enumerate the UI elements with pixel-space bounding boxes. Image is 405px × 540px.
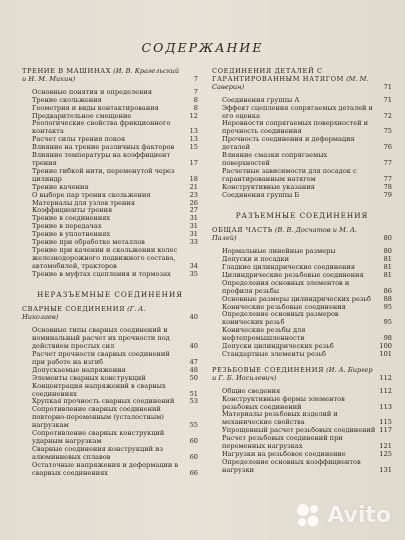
- toc-entry-text: Трение скольжения: [32, 95, 102, 104]
- toc-entry-text: Неровности сопрягаемых поверхностей и прочность соединения: [222, 119, 369, 136]
- avito-watermark: [295, 502, 391, 528]
- toc-entry: [212, 327, 392, 343]
- page-number: 121: [379, 442, 392, 451]
- toc-entry: [212, 168, 392, 184]
- toc-entry-text: Конические резьбовые соединения: [222, 302, 346, 311]
- page-number: 34: [189, 261, 198, 270]
- page-number: 31: [189, 230, 198, 239]
- part-title: РАЗЪЕМНЫЕ СОЕДИНЕНИЯ: [235, 210, 369, 220]
- toc-section-header: [212, 367, 392, 383]
- toc-entry-text: Определение основных коэффициентов нагрузки: [222, 457, 361, 474]
- toc-list: [212, 248, 392, 359]
- toc-entry-text: Основные понятия и определения: [32, 87, 153, 96]
- page-number: 131: [379, 465, 392, 474]
- page-number: 26: [189, 198, 198, 207]
- toc-entry: [22, 152, 198, 168]
- page-number: 72: [383, 111, 392, 120]
- toc-entry-text: Основные типы сварных соединений и номинальный расчет их прочности под действием простых сил: [32, 326, 170, 351]
- page-number: 60: [189, 452, 198, 461]
- page-number: 35: [189, 269, 198, 278]
- page-number: 7: [193, 87, 198, 96]
- toc-entry-text: Сопротивление сварных конструкций ударным нагрузкам: [32, 429, 165, 445]
- page-number: 33: [189, 238, 198, 247]
- page-number: 112: [379, 386, 392, 395]
- page-number: 101: [379, 350, 392, 358]
- page-number: 79: [383, 190, 392, 199]
- page-number: 40: [189, 342, 198, 351]
- page-number: 71: [383, 95, 392, 104]
- toc-entry-text: О выборе пар трения скольжения: [32, 190, 151, 199]
- page-number: 40: [189, 313, 198, 322]
- page-number: 80: [383, 234, 392, 243]
- toc-entry-text: Расчет силы трения покоя: [32, 135, 126, 144]
- page-number: 13: [189, 135, 198, 144]
- page-number: 23: [189, 190, 198, 199]
- left-column: [22, 68, 198, 478]
- toc-section-header: [212, 227, 392, 243]
- toc-entry: [22, 168, 198, 184]
- toc-entry: [22, 446, 198, 462]
- toc-section-header: [22, 306, 198, 322]
- toc-entry-text: Упрощенный расчет резьбовых соединений: [222, 426, 376, 435]
- page-number: 71: [383, 82, 392, 91]
- toc-entry: [22, 327, 198, 351]
- page-number: 76: [383, 143, 392, 152]
- toc-entry: [212, 311, 392, 327]
- avito-logo-icon: [295, 502, 321, 528]
- page-number: 51: [189, 389, 198, 398]
- toc-entry-text: Реологические свойства фрикционного контакта: [32, 119, 171, 136]
- toc-entry: [22, 406, 198, 430]
- watermark-text: Avito: [327, 502, 391, 528]
- page-number: 18: [189, 174, 198, 183]
- page-number: 81: [383, 270, 392, 279]
- toc-entry-text: Нормальные линейные размеры: [222, 247, 336, 256]
- contents-title: СОДЕРЖАНИЕ: [141, 40, 264, 55]
- page-number: 8: [193, 95, 198, 104]
- toc-entry-text: Допуски и посадки: [222, 255, 289, 264]
- toc-entry-text: Соединения группы А: [222, 95, 300, 104]
- page-number: 117: [379, 426, 392, 435]
- toc-entry-text: Трение в муфтах сцепления и тормозах: [32, 269, 171, 278]
- toc-entry-text: Трение в уплотнениях: [32, 230, 111, 239]
- toc-entry: [212, 136, 392, 152]
- page-number: 12: [189, 111, 198, 120]
- toc-entry-text: Геометрия и виды контактирования: [32, 103, 159, 112]
- page-number: 60: [189, 436, 198, 445]
- toc-entry-text: Трение гибкой нити, переменутой через цилиндр: [32, 166, 175, 183]
- page-number: 80: [383, 247, 392, 256]
- toc-entry-text: Цилиндрические резьбовые соединения: [222, 270, 364, 279]
- page-number: 48: [189, 365, 198, 374]
- toc-section-header: [212, 68, 392, 92]
- page-number: 21: [189, 182, 198, 191]
- section-author: (В. В. Досчатов и М. А. Палей): [212, 226, 358, 243]
- right-column: [212, 68, 392, 475]
- page-number: 81: [383, 263, 392, 272]
- toc-entry: [212, 435, 392, 451]
- page-number: 95: [383, 318, 392, 327]
- section-title: ТРЕНИЕ В МАШИНАХ: [22, 67, 112, 75]
- page-number: 66: [189, 468, 198, 477]
- toc-entry-text: Стандартные элементы резьб: [222, 350, 326, 358]
- page-number: 15: [189, 143, 198, 152]
- toc-entry: [22, 430, 198, 446]
- section-author: (И. В. Крагельский и Н. М. Михин): [22, 67, 180, 83]
- page-number: 55: [189, 421, 198, 430]
- toc-entry-text: Допускаемые напряжения: [32, 365, 126, 374]
- toc-entry-text: Влияние на трение различных факторов: [32, 143, 175, 152]
- toc-entry-text: Определение основных размеров конических резьб: [222, 310, 339, 327]
- toc-entry-text: Нагрузки на резьбовое соединение: [222, 449, 346, 458]
- page-number: 81: [383, 255, 392, 264]
- toc-entry-text: Влияние температуры на коэффициент трения: [32, 151, 171, 167]
- section-title: СВАРНЫЕ СОЕДИНЕНИЯ: [22, 305, 126, 314]
- toc-entry-text: Расчетные зависимости для посадок с гарантированным натягом: [222, 166, 357, 183]
- toc-list: [212, 97, 392, 200]
- page-number: 86: [383, 286, 392, 295]
- toc-entry: [22, 247, 198, 271]
- toc-entry: [212, 351, 392, 359]
- page-number: 77: [383, 158, 392, 167]
- toc-entry-text: Сопротивление сварных соединений повторно-переменным (усталостным) нагрузкам: [32, 405, 164, 430]
- toc-entry-text: Конические резьбы для нефтепромышленности: [222, 326, 306, 343]
- toc-entry-text: Основные размеры цилиндрических резьб: [222, 294, 372, 303]
- page-number: 78: [383, 182, 392, 191]
- toc-list: [22, 327, 198, 477]
- toc-entry-text: Элементы сварных конструкций: [32, 373, 146, 382]
- page-number: 112: [379, 373, 392, 382]
- toc-entry: [212, 396, 392, 412]
- toc-entry: [212, 152, 392, 168]
- toc-entry-text: Расчет резьбовых соединений при переменных нагрузках: [222, 434, 343, 451]
- part-title: НЕРАЗЪЕМНЫЕ СОЕДИНЕНИЯ: [36, 289, 184, 299]
- toc-entry-text: Допуски цилиндрических резьб: [222, 342, 334, 351]
- toc-entry: [212, 459, 392, 475]
- toc-entry-text: Определения основных элементов и профиля резьбы: [222, 278, 350, 295]
- section-title: ОБЩАЯ ЧАСТЬ: [212, 226, 273, 235]
- page-number: 8: [193, 103, 198, 112]
- toc-entry-text: Влияние смазки сопрягаемых поверхностей: [222, 151, 328, 167]
- toc-entry: [22, 462, 198, 478]
- page-number: 98: [383, 334, 392, 343]
- page-number: 53: [189, 397, 198, 406]
- page-number: 17: [189, 158, 198, 167]
- page-number: 88: [383, 294, 392, 303]
- toc-entry: [212, 192, 392, 200]
- toc-entry-text: Хрупкая прочность сварных соединений: [32, 397, 175, 406]
- toc-entry: [22, 271, 198, 279]
- page-number: 100: [379, 342, 392, 351]
- toc-entry-text: Сварные соединения конструкций из алюминиевых сплавов: [32, 444, 164, 461]
- toc-entry-text: Концентрация напряжений в сварных соединениях: [32, 381, 166, 398]
- page-number: 95: [383, 302, 392, 311]
- page-number: 13: [189, 127, 198, 136]
- toc-entry-text: Трение в соединениях: [32, 214, 111, 223]
- toc-entry-text: Трение качения: [32, 182, 89, 191]
- toc-entry-text: Остаточные напряжения и деформации в сварных соединениях: [32, 460, 179, 477]
- section-title: РЕЗЬБОВЫЕ СОЕДИНЕНИЯ: [212, 365, 325, 374]
- toc-list: [212, 388, 392, 475]
- page-number: 115: [379, 418, 392, 427]
- toc-entry: [22, 120, 198, 136]
- page-number: 27: [189, 206, 198, 215]
- toc-entry: [212, 280, 392, 296]
- page-number: 7: [193, 74, 198, 83]
- toc-entry: [212, 105, 392, 121]
- toc-entry: [22, 351, 198, 367]
- page-number: 113: [379, 402, 392, 411]
- toc-entry-text: Прочность соединения и деформация деталей: [222, 135, 355, 152]
- section-author: (М. М. Саверин): [212, 74, 369, 91]
- toc-entry-text: Расчет прочности сварных соединений при работе на изгиб: [32, 350, 170, 366]
- toc-entry-text: Предварительное смещение: [32, 111, 132, 120]
- toc-entry-text: Коэффициенты трения: [32, 206, 113, 215]
- toc-entry: [212, 411, 392, 427]
- toc-section-header: [22, 68, 198, 84]
- page-number: 31: [189, 222, 198, 231]
- toc-entry-text: Гладкие цилиндрические соединения: [222, 263, 356, 272]
- toc-entry-text: Соединения группы Б: [222, 190, 300, 199]
- toc-entry: [212, 120, 392, 136]
- toc-entry-text: Материалы резьбовых изделий и механические свойства: [222, 410, 338, 427]
- page-number: 31: [189, 214, 198, 223]
- page-number: 125: [379, 449, 392, 458]
- page-number: 75: [383, 127, 392, 136]
- toc-entry-text: Эффект сцепления сопрягаемых деталей и его оценка: [222, 103, 373, 120]
- section-author: (И. А. Биргер и Г. Б. Иосилевич): [212, 365, 373, 382]
- toc-entry-text: Материалы для узлов трения: [32, 198, 135, 207]
- page-number: 50: [189, 373, 198, 382]
- toc-entry-text: Общие сведения: [222, 386, 281, 395]
- toc-entry-text: Трение в передачах: [32, 222, 102, 231]
- toc-list: [22, 89, 198, 279]
- toc-entry: [22, 383, 198, 399]
- toc-entry-text: Трение при обработке металлов: [32, 238, 145, 247]
- page-number: 77: [383, 174, 392, 183]
- toc-entry-text: Конструктивные формы элементов резьбовых соединений: [222, 394, 345, 411]
- section-author: (Г. А. Николаев): [22, 305, 146, 322]
- toc-entry-text: Конструктивные указания: [222, 182, 315, 191]
- toc-entry-text: Трение при качении и скольжении колес железнодорожного подвижного состава, автомобилей, тракторов: [32, 245, 178, 270]
- section-title: СОЕДИНЕНИЯ ДЕТАЛЕЙ С ГАРАНТИРОВАННЫМ НАТЯГОМ: [212, 67, 344, 83]
- page-number: 47: [189, 357, 198, 366]
